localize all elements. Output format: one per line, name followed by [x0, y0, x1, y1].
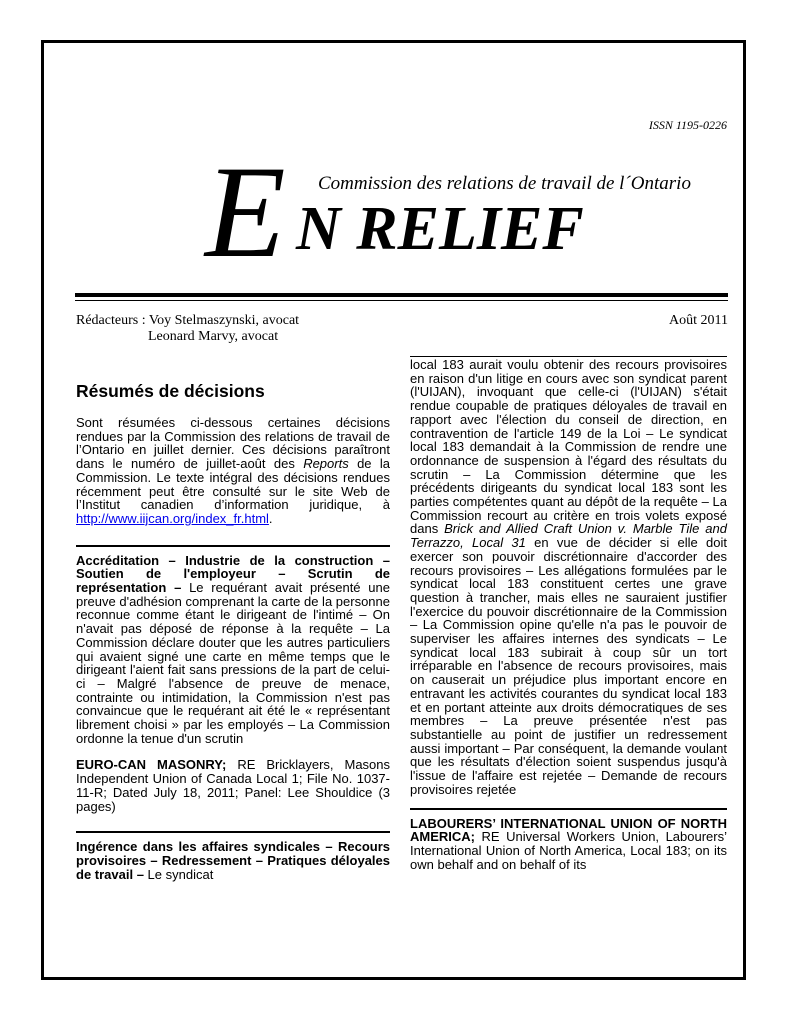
section-separator-3: [410, 808, 727, 810]
case-summary-2-start: Ingérence dans les affaires syndicales – Recours provisoires – Redressement – Pratiques déloyales de travail – Le syndicat: [76, 839, 390, 882]
case-summary-1: Accréditation – Industrie de la construction – Soutien de l'employeur – Scrutin de représentation – Le requérant avait présenté une preuve d'adhésion comprenant la carte de la personne reconnue comme étant le dirigeant de l'intimé – On n'avait pas déposé de réponse à la requête – La Commission déclare douter que les autres particuliers qui avaient signé une carte en même temps que le dirigeant l'aient fait sans pressions de la part de celui-ci – Malgré l'absence de preuve de menace, contrainte ou intimidation, la Commission n'est pas convaincue que le requérant ait été le « représentant librement choisi » par les employés – La Commission ordonne la tenue d'un scrutin: [76, 552, 390, 746]
editors-line-2: Leonard Marvy, avocat: [148, 329, 279, 344]
case-2-heading: Ingérence dans les affaires syndicales – Recours provisoires – Redressement – Pratiques déloyales de travail –: [76, 839, 390, 882]
editors-block: [76, 313, 299, 345]
issue-date: Août 2011: [669, 313, 728, 328]
masthead-rule-thin: [75, 300, 728, 301]
case-citation-1: EURO-CAN MASONRY; RE Bricklayers, Masons Independent Union of Canada Local 1; File No. 1037-11-R; Dated July 18, 2011; Panel: Lee Shouldice (3 pages): [76, 757, 391, 814]
newsletter-title: N RELIEF: [296, 195, 584, 263]
issn-number: ISSN 1195-0226: [648, 118, 727, 132]
left-column: [76, 416, 390, 881]
section-separator-1: [76, 545, 390, 547]
masthead-rule-thick: [75, 293, 728, 297]
organization-name: Commission des relations de travail de l´Ontario: [318, 173, 691, 194]
editors-line-1: Rédacteurs : Voy Stelmaszynski, avocat: [76, 313, 300, 328]
section-heading: Résumés de décisions: [76, 381, 265, 401]
case-citation-2: LABOURERS’ INTERNATIONAL UNION OF NORTH AMERICA; RE Universal Workers Union, Labourers’ International Union of North America, Local 183; on its own behalf and on behalf of its: [410, 815, 727, 872]
case-1-heading: Accréditation – Industrie de la construction – Soutien de l'employeur – Scrutin de représentation –: [76, 552, 390, 596]
section-separator-2: [76, 831, 390, 833]
case-summary-2-continued: local 183 aurait voulu obtenir des recours provisoires en raison d'un litige en cours avec son syndicat parent (l'UIJAN), invoquant que celle-ci (l'UIJAN) s'était rendue coupable de pratiques déloyales de travail en rapport avec l'élection du conseil de direction, en contravention de l'article 149 de la Loi – Le syndicat local 183 demandait à la Commission de rendre une ordonnance de suspension à l'égard des résultats du scrutin – La Commission détermine que les précédents dirigeants du syndicat local 183 sont les parties compétentes quant au dépôt de la requête – La Commission recourt au critère en trois volets exposé dans Brick and Allied Craft Union v. Marble Tile and Terrazzo, Local 31 en vue de décider si elle doit exercer son pouvoir discrétionnaire d'accorder des recours provisoires – Les allégations formulées par le syndicat local 183 constituent certes une grave question à trancher, mais elles ne sauraient justifier l'exercice du pouvoir discrétionnaire de la Commission – La Commission opine qu'elle n'a pas le pouvoir de superviser les affaires internes des syndicats – Le syndicat local 183 subirait à coup sûr un tort irréparable en l'absence de recours provisoires, mais on causerait un préjudice plus important encore en entravant les activités courantes du syndicat local 183 et en portant atteinte aux droits démocratiques de ses membres – La preuve présentée n'est pas substantielle au point de justifier un redressement aussi important – Par conséquent, la demande voulant que les résultats d'élection soient suspendus jusqu'à l'issue de l'affaire est rejetée – Demande de recours provisoires rejetée: [410, 357, 727, 797]
title-initial-letter: E: [205, 138, 286, 285]
canlii-link[interactable]: http://www.iijcan.org/index_fr.html: [76, 510, 269, 526]
intro-paragraph: Sont résumées ci-dessous certaines décisions rendues par la Commission des relations de travail de l’Ontario en juillet dernier. Ces décisions paraîtront dans le numéro de juillet-août des Reports de la Commission. Le texte intégral des décisions rendues récemment peut être consulté sur le site Web de l’Institut canadien d’information juridique, à http://www.iijcan.org/index_fr.html.: [76, 415, 391, 526]
right-column: [410, 356, 727, 871]
